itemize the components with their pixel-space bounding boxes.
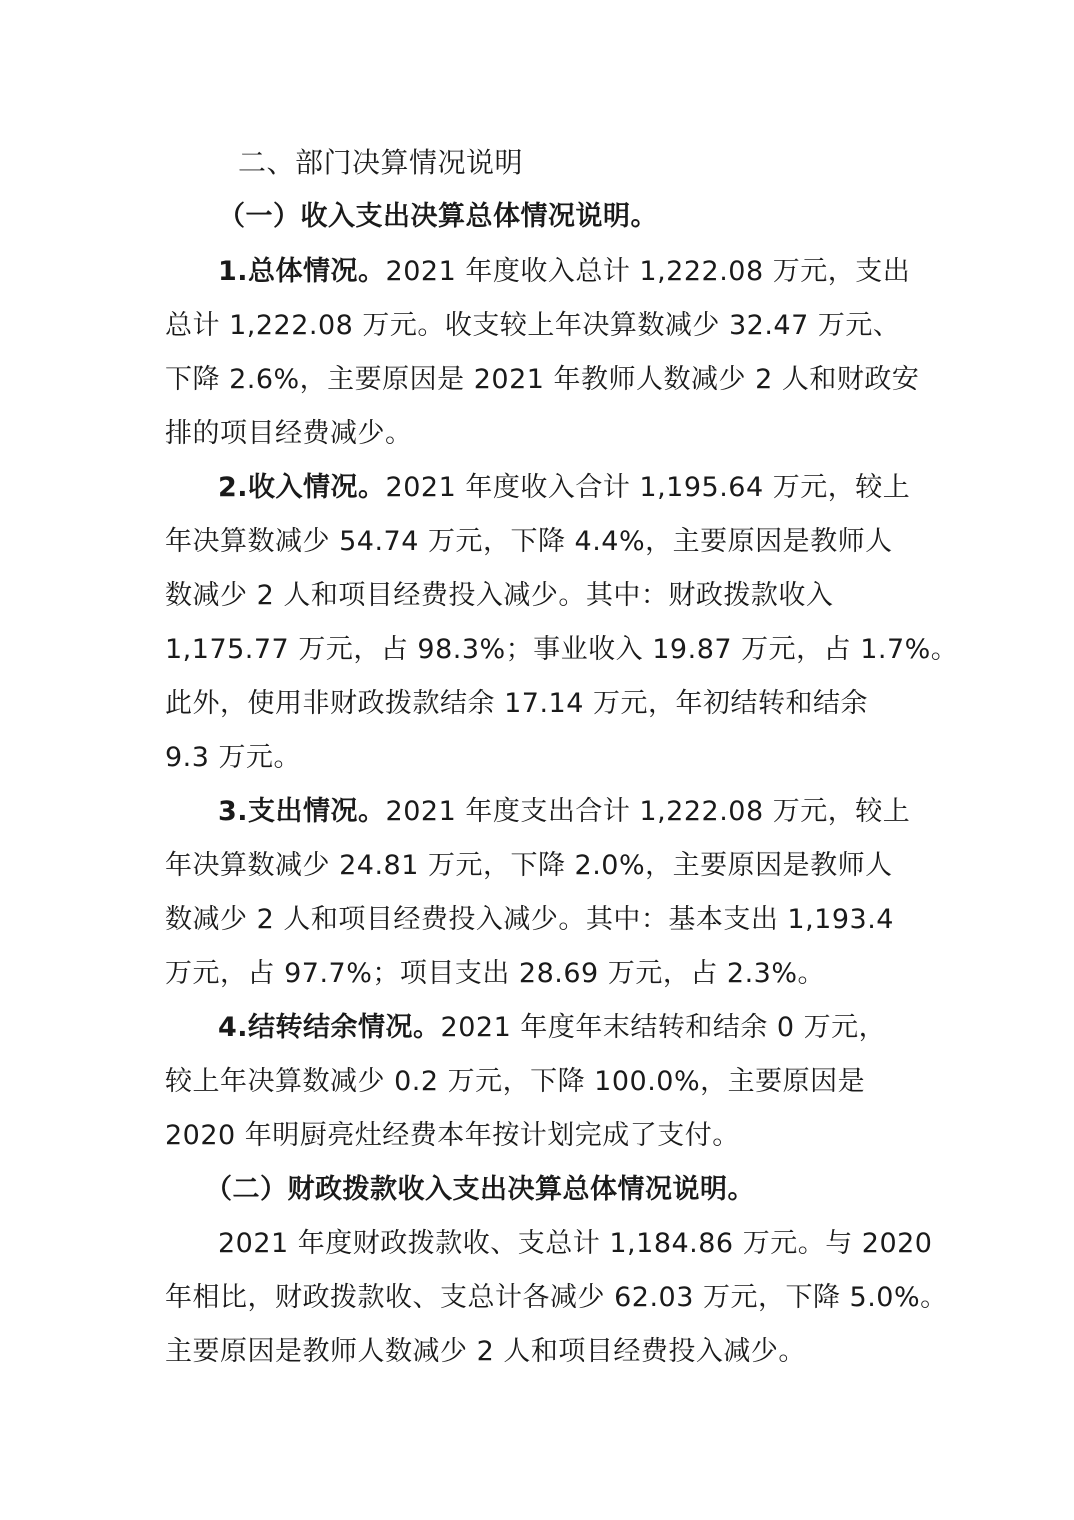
paragraph-2-text: 2021 年度收入合计 1,195.64 万元，较上 (385, 472, 911, 503)
paragraph-3-line-3: 数减少 2 人和项目经费投入减少。其中：基本支出 1,193.4 (165, 904, 894, 935)
paragraph-1-lead: 1.总体情况。 (218, 256, 386, 287)
paragraph-3-lead: 3.支出情况。 (218, 796, 386, 827)
paragraph-2-line-1 (218, 468, 910, 508)
paragraph-4-line-3: 2020 年明厨亮灶经费本年按计划完成了支付。 (165, 1120, 740, 1151)
paragraph-1-line-1 (218, 252, 910, 292)
paragraph-2-line-6: 9.3 万元。 (165, 742, 302, 773)
paragraph-1-line-2: 总计 1,222.08 万元。收支较上年决算数减少 32.47 万元、 (165, 310, 901, 341)
paragraph-2-line-3: 数减少 2 人和项目经费投入减少。其中：财政拨款收入 (165, 580, 834, 611)
paragraph-3-line-1 (218, 792, 910, 832)
paragraph-1-line-3: 下降 2.6%，主要原因是 2021 年教师人数减少 2 人和财政安 (165, 364, 920, 395)
paragraph-4-text: 2021 年度年末结转和结余 0 万元， (440, 1012, 887, 1043)
section-title: 二、部门决算情况说明 (238, 146, 524, 179)
paragraph-4-line-2: 较上年决算数减少 0.2 万元，下降 100.0%，主要原因是 (165, 1066, 866, 1097)
paragraph-2-lead: 2.收入情况。 (218, 472, 386, 503)
paragraph-4-lead: 4.结转结余情况。 (218, 1012, 441, 1043)
paragraph-1-text: 2021 年度收入总计 1,222.08 万元，支出 (385, 256, 911, 287)
subsection-1-title: （一）收入支出决算总体情况说明。 (218, 201, 658, 232)
paragraph-3-line-2: 年决算数减少 24.81 万元，下降 2.0%，主要原因是教师人 (165, 850, 893, 881)
paragraph-2-line-4: 1,175.77 万元，占 98.3%；事业收入 19.87 万元，占 1.7%。 (165, 634, 959, 665)
paragraph-3-text: 2021 年度支出合计 1,222.08 万元，较上 (385, 796, 911, 827)
paragraph-3-line-4: 万元，占 97.7%；项目支出 28.69 万元，占 2.3%。 (165, 958, 825, 989)
paragraph-2-line-2: 年决算数减少 54.74 万元，下降 4.4%，主要原因是教师人 (165, 526, 893, 557)
paragraph-4-line-1 (218, 1008, 886, 1048)
subsection-2-title: （二）财政拨款收入支出决算总体情况说明。 (205, 1174, 755, 1205)
subsection-2-line-1: 2021 年度财政拨款收、支总计 1,184.86 万元。与 2020 (218, 1228, 933, 1259)
subsection-2-line-3: 主要原因是教师人数减少 2 人和项目经费投入减少。 (165, 1336, 806, 1367)
paragraph-2-line-5: 此外，使用非财政拨款结余 17.14 万元，年初结转和结余 (165, 688, 868, 719)
subsection-2-line-2: 年相比，财政拨款收、支总计各减少 62.03 万元，下降 5.0%。 (165, 1282, 948, 1313)
paragraph-1-line-4: 排的项目经费减少。 (165, 418, 413, 449)
